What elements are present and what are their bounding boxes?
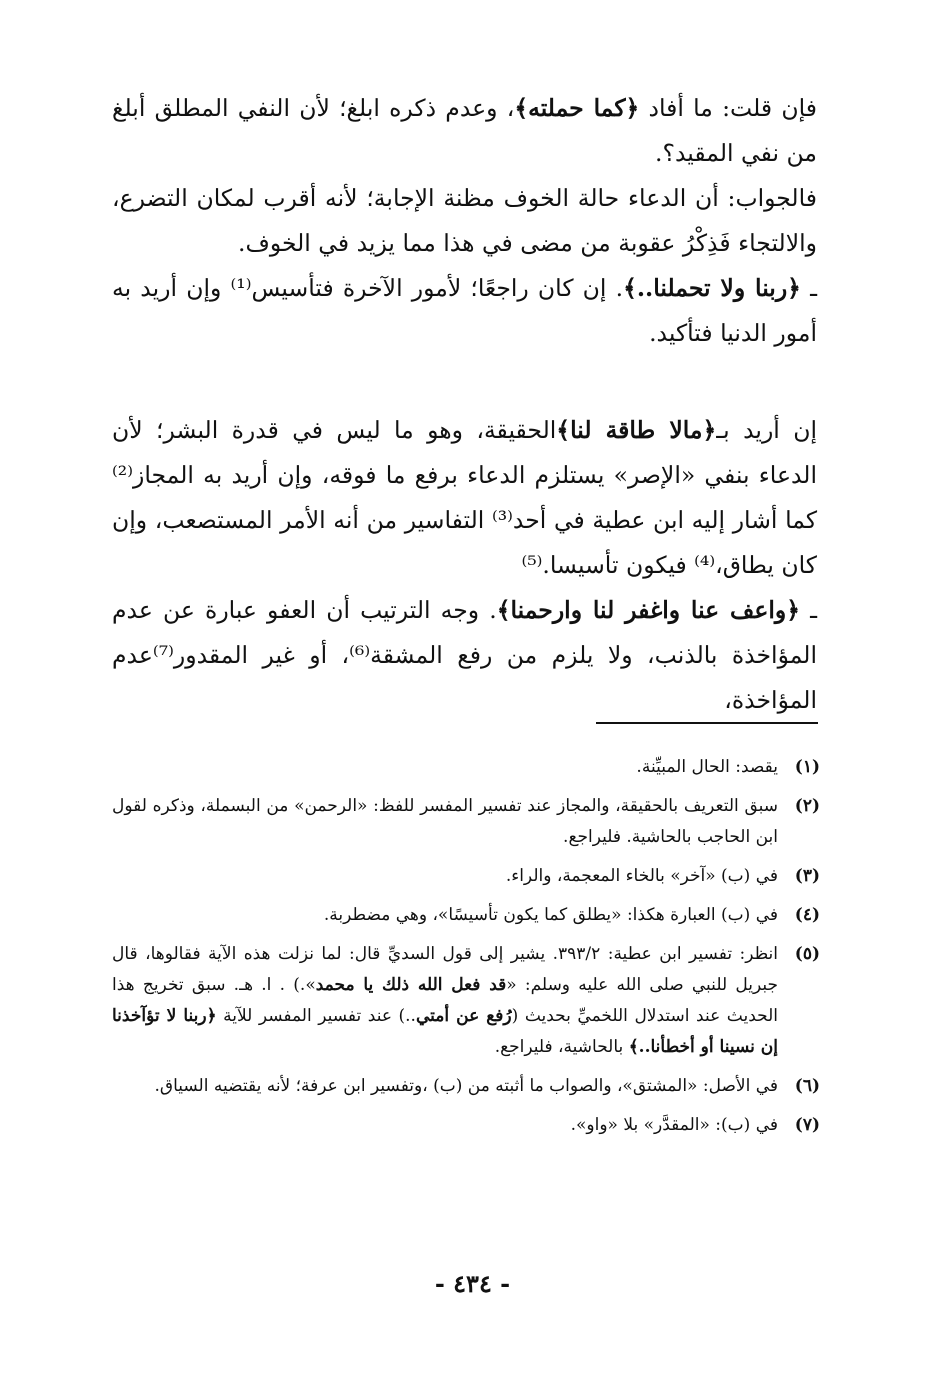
footnote-number: (٣) (794, 866, 820, 886)
hadith-quote: رُفع عن أمتي (415, 1006, 512, 1026)
footnote-4 (112, 900, 820, 931)
footnote-number: (٧) (794, 1115, 820, 1135)
dash: ـ (800, 274, 817, 302)
footnote-text: في (ب) «آخر» بالخاء المعجمة، والراء. (505, 866, 778, 886)
footnote-number: (٢) (794, 796, 820, 816)
paragraph-5 (112, 588, 817, 723)
footnote-text: بالحاشية، فليراجع. (494, 1037, 629, 1057)
footnote-number: (٦) (794, 1076, 820, 1096)
footnote-5 (112, 939, 820, 1063)
footnote-7 (112, 1110, 820, 1141)
paragraph-2: فالجواب: أن الدعاء حالة الخوف مظنة الإجابة؛ لأنه أقرب لمكان التضرع، والالتجاء فَذِكْرُ عقوبة من مضى في هذا مما يزيد في الخوف. (112, 184, 817, 257)
footnote-number: (٥) (794, 944, 820, 964)
quran-quote: ﴿مالا طاقة لنا﴾ (556, 416, 717, 444)
footnote-text: في الأصل: «المشتق»، والصواب ما أثبته من (ب) ،وتفسير ابن عرفة؛ لأنه يقتضيه السياق. (154, 1076, 778, 1096)
section-gap (112, 356, 817, 408)
footnote-text: في (ب) العبارة هكذا: «يطلق كما يكون تأسيسًا»، وهي مضطربة. (323, 905, 778, 925)
footnote-number: (١) (794, 757, 820, 777)
footnote-2 (112, 791, 820, 853)
paragraph-text: ، وعدم ذكره ابلغ؛ لأن النفي المطلق أبلغ من نفي المقيد؟. (112, 94, 817, 167)
main-text (112, 86, 817, 723)
quran-quote: ﴿ربنا ولا تحملنا..﴾ (623, 274, 801, 302)
paragraph-1 (112, 86, 817, 176)
quran-quote: ﴿كما حملته﴾ (514, 94, 640, 122)
footnote-text: ».) . ا. هـ. سبق تخريج هذا الحديث عند استدلال اللخميِّ بحديث ( (112, 975, 778, 1026)
paragraph-text: . وجه الترتيب أن العفو عبارة عن عدم المؤاخذة بالذنب، ولا يلزم من رفع المشقة⁽⁶⁾، أو غير المقدور⁽⁷⁾عدم المؤاخذة، (112, 596, 817, 714)
footnote-text: سبق التعريف بالحقيقة، والمجاز عند تفسير المفسر للفظ: «الرحمن» من البسملة، وذكره لقول ابن الحاجب بالحاشية. فليراجع. (112, 796, 778, 847)
dash: ـ (800, 596, 818, 624)
quran-quote: ﴿ربنا لا تؤآخذنا إن نسينا أو أخطأنا..﴾ (112, 1006, 778, 1057)
footnote-6 (112, 1071, 820, 1102)
paragraph-4 (112, 408, 817, 588)
footnote-separator (596, 722, 818, 724)
paragraph-text: فإن قلت: ما أفاد (639, 94, 817, 122)
footnote-number: (٤) (794, 905, 820, 925)
footnotes (112, 752, 820, 1149)
footnote-3 (112, 861, 820, 892)
quran-quote: ﴿واعف عنا واغفر لنا وارحمنا﴾ (496, 596, 801, 624)
paragraph-text: . إن كان راجعًا؛ لأمور الآخرة فتأسيس⁽¹⁾ وإن أريد به أمور الدنيا فتأكيد. (112, 274, 817, 347)
paragraph-3 (112, 266, 817, 356)
footnote-text: انظر: تفسير ابن عطية: ٣٩٣/٢. يشير إلى قول السديِّ قال: لما نزلت هذه الآية فقالوها، قال جبريل للنبي صلى الله عليه وسلم: « (112, 944, 778, 995)
footnote-text: يقصد: الحال المبيِّنة. (636, 757, 778, 777)
hadith-quote: قد فعل الله ذلك يا محمد (315, 975, 507, 995)
paragraph-text: الحقيقة، وهو ما ليس في قدرة البشر؛ لأن الدعاء بنفي «الإصر» يستلزم الدعاء برفع ما فوقه، وإن أريد به المجاز⁽²⁾ كما أشار إليه ابن عطية في أحد⁽³⁾ التفاسير من أنه الأمر المستصعب، وإن كان يطاق،⁽⁴⁾ فيكون تأسيسا.⁽⁵⁾ (112, 416, 818, 579)
footnote-text: في (ب): «المقدَّر» بلا «واو». (570, 1115, 778, 1135)
footnote-1 (112, 752, 820, 783)
footnote-text: ..) عند تفسير المفسر للآية (216, 1006, 416, 1026)
page-number: - ٤٣٤ - (434, 1269, 511, 1298)
paragraph-text: إن أريد بـ (716, 416, 818, 444)
